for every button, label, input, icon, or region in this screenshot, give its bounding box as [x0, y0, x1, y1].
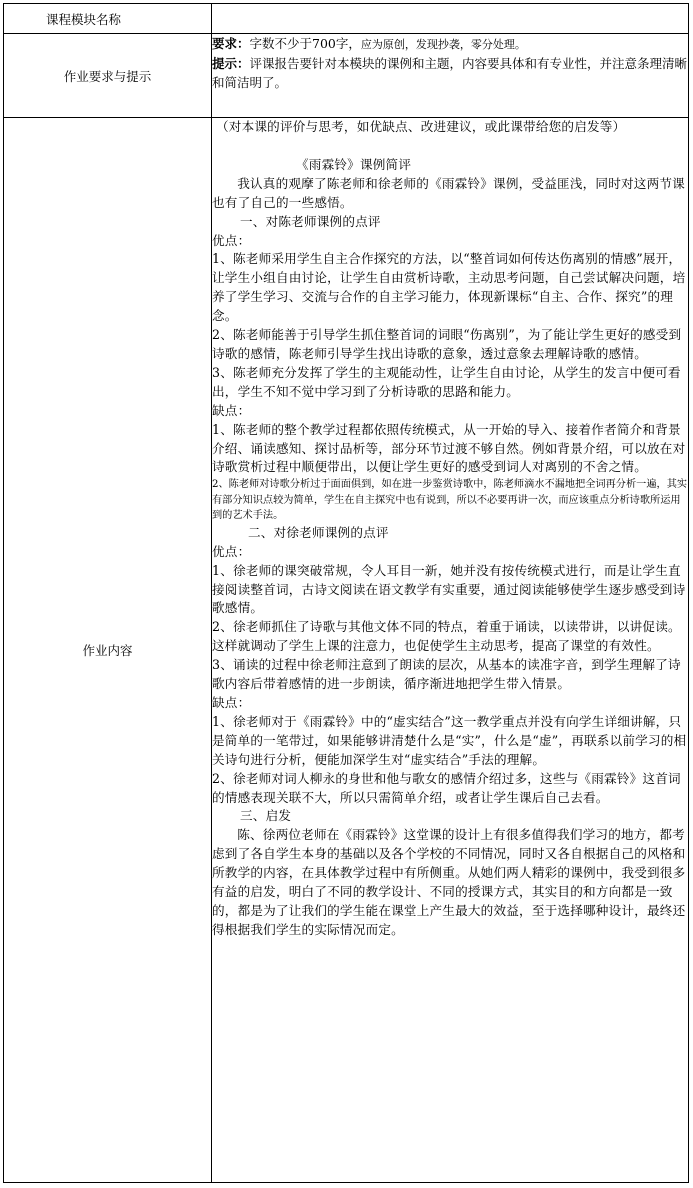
requirements-cell: [212, 34, 689, 118]
tip-line: [212, 54, 688, 92]
section-1-cons-label: 缺点：: [212, 402, 251, 418]
assignment-form-table: [3, 3, 689, 1183]
requirements-label: 作业要求与提示: [63, 68, 152, 84]
tip-text: 评课报告要针对本模块的课例和主题，内容要具体和有专业性，并注意条理清晰和简洁明了。: [212, 56, 688, 90]
section-2-pro-1: 1、徐老师的课突破常规，令人耳目一新，她并没有按传统模式进行，而是让学生直接阅读整首词，古诗文阅读在语文教学有实重要，通过阅读能够使学生逐步感受到诗歌感情。: [212, 562, 686, 616]
section-1-con-1: 1、陈老师的整个教学过程都依照传统模式，从一开始的导入、接着作者简介和背景介绍、诵读感知、探讨品析等，部分环节过渡不够自然。例如背景介绍，可以放在对诗歌赏析过程中顺便带出，以便让学生更好的感受到词人对离别的不舍之情。: [212, 421, 686, 475]
requirement-heading: 要求：: [212, 36, 250, 51]
content-label-cell: [4, 118, 212, 1183]
essay-cell: [212, 118, 689, 1183]
section-3-body: 陈、徐两位老师在《雨霖铃》这堂课的设计上有很多值得我们学习的地方，都考虑到了各自学生本身的基础以及各个学校的不同情况，同时又各自根据自己的风格和所教学的内容，在具体教学过程中有所侧重。从她们两人精彩的课例中，我受到很多有益的启发，明白了不同的教学设计、不同的授课方式，其实目的和方向都是一致的，都是为了让我们的学生能在课堂上产生最大的效益，至于选择哪种设计，最终还得根据我们学生的实际情况而定。: [212, 827, 686, 937]
section-1-pro-1: 1、陈老师采用学生自主合作探究的方法，以“整首词如何传达伤离别的情感”展开，让学生小组自由讨论，让学生自由赏析诗歌，主动思考问题，自己尝试解决问题，培养了学生学习、交流与合作的自主学习能力，体现新课标“自主、合作、探究”的理念。: [212, 251, 686, 324]
content-label: 作业内容: [82, 643, 133, 658]
module-name-row: [4, 4, 689, 34]
section-2-pros-label: 优点：: [212, 543, 251, 559]
section-2-cons-label: 缺点：: [212, 694, 251, 710]
essay-title: 《雨霖铃》课例简评: [296, 156, 412, 172]
section-2-con-2: 2、徐老师对词人柳永的身世和他与歌女的感情介绍过多，这些与《雨霖铃》这首词的情感表现关联不大，所以只需简单介绍，或者让学生课后自己去看。: [212, 770, 681, 805]
essay-opening: 我认真的观摩了陈老师和徐老师的《雨霖铃》课例，受益匪浅，同时对这两节课也有了自己的一些感悟。: [212, 175, 685, 210]
section-1-pro-3: 3、陈老师充分发挥了学生的主观能动性，让学生自由讨论，从学生的发言中便可看出，学生不知不觉中学习到了分析诗歌的思路和能力。: [212, 364, 681, 399]
section-2-heading: 二、对徐老师课例的点评: [248, 524, 389, 540]
essay-prompt: （对本课的评价与思考，如优缺点、改进建议，或此课带给您的启发等）: [216, 119, 626, 134]
section-2-pro-2: 2、徐老师抓住了诗歌与其他文体不同的特点，着重于诵读，以读带讲，以讲促读。这样就调动了学生上课的注意力，也促使学生主动思考，提高了课堂的有效性。: [212, 619, 681, 654]
requirements-row: [4, 34, 689, 118]
section-1-heading: 一、对陈老师课例的点评: [240, 213, 381, 229]
content-row: [4, 118, 689, 1183]
module-name-label-cell: [4, 4, 212, 34]
tip-heading: 提示：: [212, 56, 250, 71]
requirement-originality: 应为原创，发现抄袭，零分处理。: [360, 38, 526, 51]
section-1-con-2: 2、陈老师对诗歌分析过于面面俱到，如在进一步鉴赏诗歌中，陈老师滴水不漏地把全词再分析一遍，其实有部分知识点较为简单，学生在自主探究中也有说到，所以不必要再讲一次，而应该重点分析诗歌所运用到的艺术手法。: [212, 479, 688, 522]
section-2-pro-3: 3、诵读的过程中徐老师注意到了朗读的层次，从基本的读准字音，到学生理解了诗歌内容后带着感情的进一步朗读，循序渐进地把学生带入情景。: [212, 657, 681, 692]
section-1-pros-label: 优点：: [212, 232, 251, 248]
module-name-label: 课程模块名称: [46, 11, 122, 27]
requirement-line: [212, 34, 688, 54]
section-3-heading: 三、启发: [240, 808, 292, 824]
requirements-label-cell: [4, 34, 212, 118]
module-name-value-cell: [212, 4, 689, 34]
requirement-word-count: 字数不少于700字，: [249, 36, 361, 51]
section-2-con-1: 1、徐老师对于《雨霖铃》中的“虚实结合”这一教学重点并没有向学生详细讲解，只是简单的一笔带过，如果能够讲清楚什么是“实”，什么是“虚”，再联系以前学习的相关诗句进行分析，便能加深学生对“虚实结合”手法的理解。: [212, 713, 687, 767]
section-1-pro-2: 2、陈老师能善于引导学生抓住整首词的词眼“伤离别”，为了能让学生更好的感受到诗歌的感情，陈老师引导学生找出诗歌的意象，透过意象去理解诗歌的感情。: [212, 327, 682, 361]
